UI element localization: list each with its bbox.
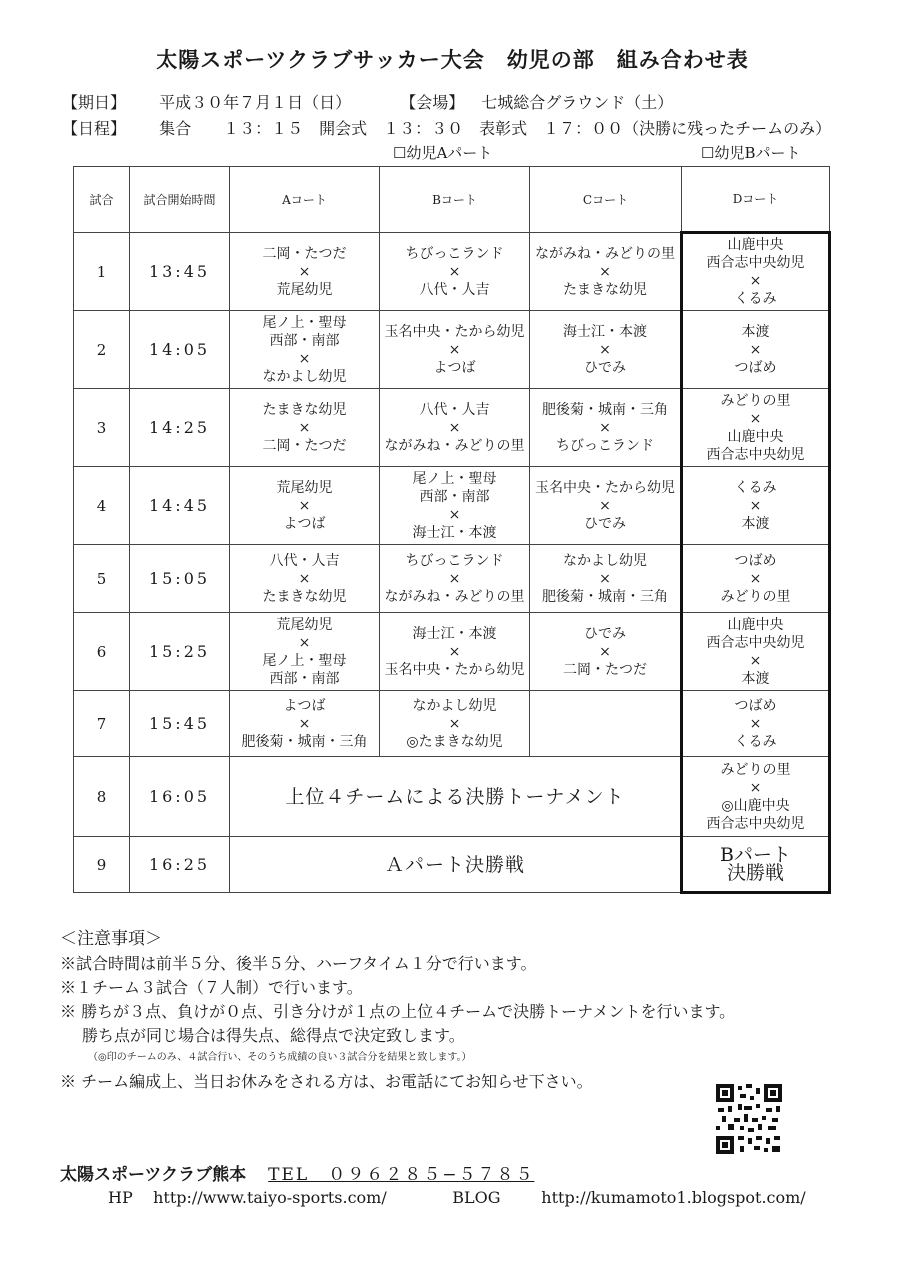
court-a-match-line: 二岡・たつだ xyxy=(262,437,347,454)
court-c-match-line: なかよし幼児 xyxy=(563,552,647,569)
venue-value: 七城総合グラウンド（土） xyxy=(481,93,674,112)
court-c-match-line: × xyxy=(599,570,611,587)
note-line-4: 勝ち点が同じ場合は得失点、総得点で決定致します。 xyxy=(82,1026,465,1045)
footer-org xyxy=(60,1160,534,1185)
header-match: 試合 xyxy=(74,167,130,233)
court-b-match-line: × xyxy=(448,570,461,587)
court-b-match-line: ちびっこランド xyxy=(405,245,504,262)
court-b-match xyxy=(380,311,530,389)
court-b-match xyxy=(380,389,530,467)
match-number: 3 xyxy=(74,389,130,467)
court-d-match-line: 山鹿中央 xyxy=(727,428,784,445)
start-time: 15:25 xyxy=(130,613,230,691)
note-line-3: ※ 勝ちが３点、負けが０点、引き分けが１点の上位４チームで決勝トーナメントを行います。 xyxy=(60,1002,736,1021)
start-time: 15:05 xyxy=(130,545,230,613)
court-d-match xyxy=(682,545,830,613)
start-time: 16:25 xyxy=(130,837,230,893)
court-b-match-line: なかよし幼児 xyxy=(412,697,497,714)
court-c-match-line: × xyxy=(599,341,611,358)
court-d-match-line: 西合志中央幼児 xyxy=(706,446,805,463)
court-d-match xyxy=(682,233,830,311)
court-d-match-line: ◎山鹿中央 xyxy=(721,797,790,814)
court-a-match-line: 尾ノ上・聖母 xyxy=(262,314,347,331)
court-b-match-line: 八代・人吉 xyxy=(419,281,490,298)
court-d-match-line: つばめ xyxy=(734,552,777,569)
court-d-match-line: × xyxy=(749,570,762,587)
court-a-match xyxy=(230,545,380,613)
court-a-match-line: 西部・南部 xyxy=(269,670,340,687)
court-b-match-line: 海士江・本渡 xyxy=(412,524,497,541)
court-d-match-line: 西合志中央幼児 xyxy=(706,815,805,832)
notes-heading: ＜注意事項＞ xyxy=(60,929,162,949)
court-c-match-line: 海士江・本渡 xyxy=(563,323,647,340)
court-b-match-line: × xyxy=(448,341,461,358)
a-part-final-label: Ａパート決勝戦 xyxy=(230,837,682,893)
court-b-match xyxy=(380,233,530,311)
court-d-match-line: つばめ xyxy=(734,697,777,714)
court-d-match xyxy=(682,389,830,467)
qr-code-icon[interactable] xyxy=(716,1084,782,1154)
footer-links xyxy=(108,1188,806,1207)
court-c-match-line: 肥後菊・城南・三角 xyxy=(542,401,668,418)
court-c-match-line: × xyxy=(599,497,611,514)
final-tournament-label: 上位４チームによる決勝トーナメント xyxy=(230,757,682,837)
court-d-match-line: 本渡 xyxy=(741,670,770,687)
start-time: 14:45 xyxy=(130,467,230,545)
court-a-match-line: 荒尾幼児 xyxy=(276,479,333,496)
court-d-match-line: つばめ xyxy=(734,359,777,376)
note-small: （◎印のチームのみ、４試合行い、そのうち成績の良い３試合分を結果と致します。） xyxy=(88,1052,472,1063)
court-c-match xyxy=(530,691,682,757)
part-b-label: ☐幼児Bパート xyxy=(701,144,801,162)
court-a-match-line: × xyxy=(298,715,311,732)
start-time: 14:25 xyxy=(130,389,230,467)
court-d-match-line: × xyxy=(749,779,762,796)
court-c-match-line: × xyxy=(599,643,611,660)
court-a-match-line: よつば xyxy=(283,697,326,714)
court-a-match xyxy=(230,691,380,757)
match-number: 7 xyxy=(74,691,130,757)
blog-link[interactable]: http://kumamoto1.blogspot.com/ xyxy=(541,1188,806,1207)
venue-label: 【会場】 xyxy=(400,93,465,112)
court-b-match-line: 尾ノ上・聖母 xyxy=(412,470,497,487)
court-a-match-line: 尾ノ上・聖母 xyxy=(262,652,347,669)
court-c-match-line: 二岡・たつだ xyxy=(563,661,647,678)
schedule-table xyxy=(73,166,831,894)
court-b-match xyxy=(380,613,530,691)
court-a-match-line: 二岡・たつだ xyxy=(262,245,347,262)
court-c-match-line: ながみね・みどりの里 xyxy=(535,245,675,262)
court-a-match-line: × xyxy=(298,634,311,651)
court-d-match-line: くるみ xyxy=(734,733,777,750)
page-title: 太陽スポーツクラブサッカー大会 幼児の部 組み合わせ表 xyxy=(156,47,749,72)
table-row-row8 xyxy=(74,757,830,837)
match-number: 5 xyxy=(74,545,130,613)
court-d-match-line: 山鹿中央 xyxy=(727,616,784,633)
court-a-match xyxy=(230,389,380,467)
court-d-match-line: くるみ xyxy=(734,291,777,307)
court-b-match-line: ◎たまきな幼児 xyxy=(406,733,503,750)
court-a-match-line: × xyxy=(298,350,311,367)
match-number: 8 xyxy=(74,757,130,837)
start-time: 14:05 xyxy=(130,311,230,389)
start-time: 16:05 xyxy=(130,757,230,837)
court-d-match xyxy=(682,311,830,389)
court-a-match xyxy=(230,613,380,691)
org-name: 太陽スポーツクラブ熊本 xyxy=(60,1165,247,1185)
court-b-match-line: × xyxy=(448,263,461,280)
court-d-match xyxy=(682,691,830,757)
court-c-match-line: × xyxy=(599,419,611,436)
table-row xyxy=(74,613,830,691)
court-b-match xyxy=(380,545,530,613)
court-b-match-line: 八代・人吉 xyxy=(419,401,490,418)
blog-label: BLOG xyxy=(452,1188,501,1207)
court-c-match-line: ひでみ xyxy=(584,515,626,532)
court-d-match-line: × xyxy=(749,273,762,289)
b-part-final-label-line: 決勝戦 xyxy=(726,862,784,884)
match-number: 9 xyxy=(74,837,130,893)
court-c-match-line: × xyxy=(599,263,611,280)
start-time: 15:45 xyxy=(130,691,230,757)
header-court-a: Aコート xyxy=(230,167,380,233)
court-c-match xyxy=(530,233,682,311)
court-a-match xyxy=(230,311,380,389)
header-court-b: Bコート xyxy=(380,167,530,233)
court-a-match-line: 西部・南部 xyxy=(269,332,340,349)
table-row xyxy=(74,467,830,545)
note-line-1: ※試合時間は前半５分、後半５分、ハーフタイム１分で行います。 xyxy=(60,954,537,973)
court-b-match-line: 海士江・本渡 xyxy=(412,625,497,642)
court-b-match-line: よつば xyxy=(433,359,476,376)
table-row xyxy=(74,545,830,613)
court-a-match-line: × xyxy=(298,497,311,514)
date-venue-line xyxy=(62,90,673,113)
court-a-match-line: たまきな幼児 xyxy=(262,588,347,605)
court-b-match-line: ちびっこランド xyxy=(405,552,504,569)
note-line-5: ※ チーム編成上、当日お休みをされる方は、お電話にてお知らせ下さい。 xyxy=(60,1072,593,1091)
court-d-match-line: 本渡 xyxy=(741,323,770,340)
court-b-match-line: × xyxy=(448,506,461,523)
header-court-d: Dコート xyxy=(682,167,830,233)
court-d-match-line: みどりの里 xyxy=(720,588,791,605)
court-c-match xyxy=(530,613,682,691)
court-c-match-line: たまきな幼児 xyxy=(563,281,647,298)
court-d-match-line: × xyxy=(749,497,762,514)
court-d-match-line: × xyxy=(749,410,762,427)
court-c-match-line: 玉名中央・たから幼児 xyxy=(535,479,675,496)
court-a-match xyxy=(230,467,380,545)
court-b-match-line: × xyxy=(448,715,461,732)
match-number: 4 xyxy=(74,467,130,545)
date-value: 平成３０年７月１日（日） xyxy=(159,93,352,112)
start-time: 13:45 xyxy=(130,233,230,311)
court-c-match-line: ひでみ xyxy=(584,625,626,642)
court-d-match-line: 西合志中央幼児 xyxy=(706,634,805,651)
court-a-match-line: たまきな幼児 xyxy=(262,401,347,418)
court-a-match-line: 荒尾幼児 xyxy=(276,616,333,633)
court-a-match-line: × xyxy=(298,263,311,280)
court-c-match xyxy=(530,545,682,613)
hp-label: HP xyxy=(108,1188,133,1207)
court-c-match xyxy=(530,311,682,389)
court-d-match xyxy=(682,757,830,837)
court-d-match-line: みどりの里 xyxy=(720,761,791,778)
schedule-value: 集合 １３：１５ 開会式 １３：３０ 表彰式 １７：００（決勝に残ったチームのみ） xyxy=(159,119,832,138)
court-a-match-line: × xyxy=(298,570,311,587)
court-a-match xyxy=(230,233,380,311)
court-b-match xyxy=(380,691,530,757)
match-number: 2 xyxy=(74,311,130,389)
court-b-match-line: ながみね・みどりの里 xyxy=(384,437,525,454)
court-a-match-line: なかよし幼児 xyxy=(262,368,347,385)
court-d-match-line: みどりの里 xyxy=(720,392,791,409)
court-b-match-line: 玉名中央・たから幼児 xyxy=(384,661,525,678)
court-d-match-line: 本渡 xyxy=(741,515,770,532)
part-a-label: ☐幼児Aパート xyxy=(393,144,493,162)
court-b-match-line: 玉名中央・たから幼児 xyxy=(384,323,525,340)
b-part-final-label xyxy=(682,837,830,893)
court-c-match-line: ちびっこランド xyxy=(556,437,654,454)
date-label: 【期日】 xyxy=(62,93,127,112)
court-d-match-line: 西合志中央幼児 xyxy=(706,255,805,271)
court-c-match xyxy=(530,467,682,545)
court-a-match-line: 肥後菊・城南・三角 xyxy=(241,733,368,750)
note-line-2: ※１チーム３試合（７人制）で行います。 xyxy=(60,978,363,997)
court-b-match-line: × xyxy=(448,643,461,660)
schedule-line xyxy=(62,116,831,139)
court-d-match-line: 山鹿中央 xyxy=(727,237,784,253)
court-c-match-line: 肥後菊・城南・三角 xyxy=(542,588,668,605)
table-row xyxy=(74,233,830,311)
table-row-row9 xyxy=(74,837,830,893)
match-number: 1 xyxy=(74,233,130,311)
court-b-match-line: 西部・南部 xyxy=(419,488,490,505)
court-c-match-line: ひでみ xyxy=(584,359,626,376)
court-d-match xyxy=(682,613,830,691)
header-start-time: 試合開始時間 xyxy=(130,167,230,233)
court-a-match-line: 荒尾幼児 xyxy=(276,281,333,298)
match-number: 6 xyxy=(74,613,130,691)
table-row xyxy=(74,691,830,757)
table-header-row xyxy=(74,167,830,233)
court-b-match-line: × xyxy=(448,419,461,436)
court-d-match-line: × xyxy=(749,652,762,669)
org-tel[interactable]: TEL ０９６２８５−５７８５ xyxy=(268,1165,535,1185)
court-b-match xyxy=(380,467,530,545)
court-d-match xyxy=(682,467,830,545)
header-court-c: Cコート xyxy=(530,167,682,233)
court-b-match-line: ながみね・みどりの里 xyxy=(384,588,525,605)
court-a-match-line: よつば xyxy=(283,515,326,532)
court-d-match-line: × xyxy=(749,715,762,732)
court-d-match-line: くるみ xyxy=(734,479,777,496)
schedule-label: 【日程】 xyxy=(62,119,127,138)
court-a-match-line: × xyxy=(298,419,311,436)
court-a-match-line: 八代・人吉 xyxy=(269,552,340,569)
b-part-final-label-line: Bパート xyxy=(720,844,791,866)
table-row xyxy=(74,389,830,467)
court-d-match-line: × xyxy=(749,341,762,358)
table-row xyxy=(74,311,830,389)
hp-link[interactable]: http://www.taiyo-sports.com/ xyxy=(153,1188,387,1207)
notes-section xyxy=(60,924,735,1094)
court-c-match xyxy=(530,389,682,467)
